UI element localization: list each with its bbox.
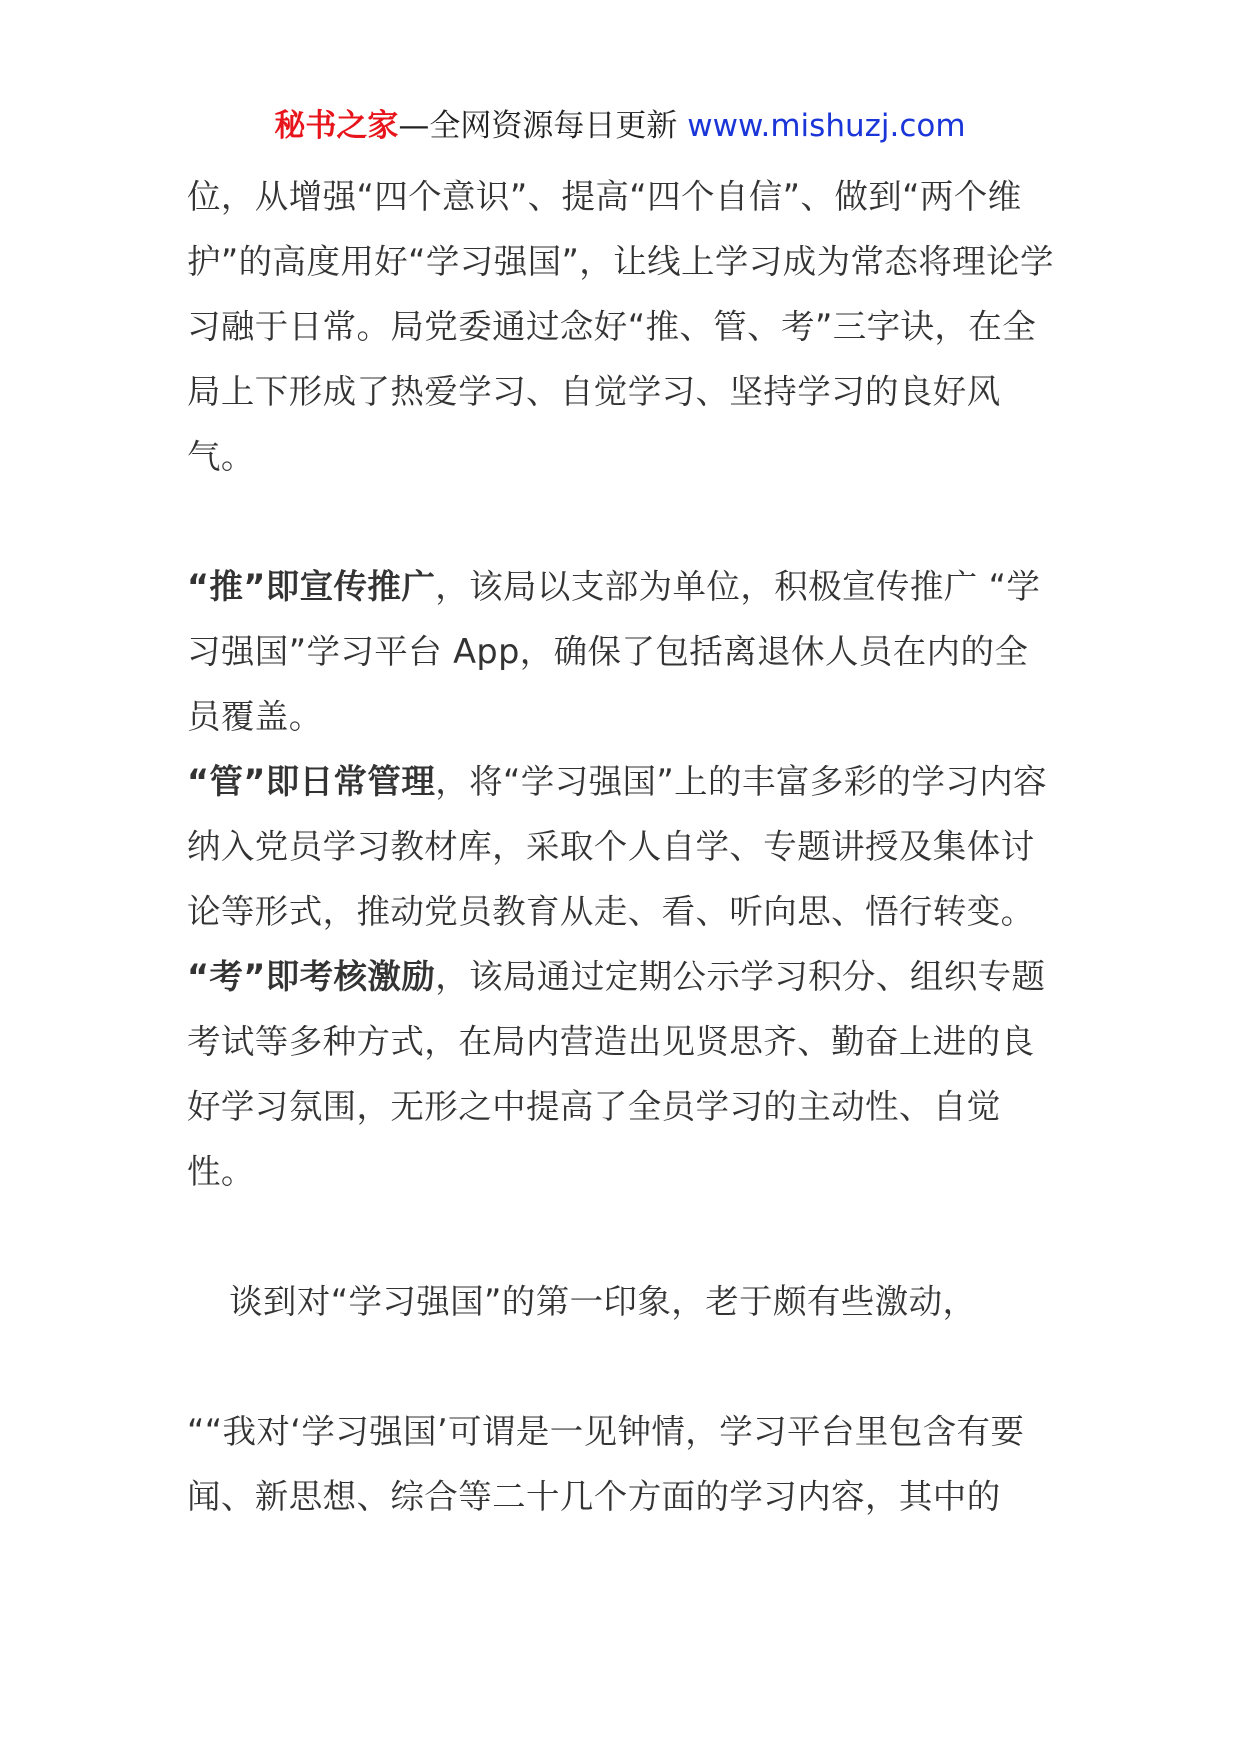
paragraph-promote-lead: “推”即宣传推广 xyxy=(187,567,436,606)
paragraph-manage xyxy=(187,749,1060,944)
site-tagline: —全网资源每日更新 xyxy=(398,108,678,144)
paragraph-promote-text: ，该局以支部为单位，积极宣传推广 “学习强国”学习平台 App，确保了包括离退休人员在内的全员覆盖。 xyxy=(187,567,1041,736)
paragraph-spacer xyxy=(187,1334,1060,1399)
paragraph-quote: ““我对‘学习强国’可谓是一见钟情，学习平台里包含有要闻、新思想、综合等二十几个方面的学习内容，其中的 xyxy=(187,1412,1025,1516)
paragraph-manage-text: ，将“学习强国”上的丰富多彩的学习内容纳入党员学习教材库，采取个人自学、专题讲授及集体讨论等形式，推动党员教育从走、看、听向思、悟行转变。 xyxy=(187,762,1048,931)
paragraph-intro: 位，从增强“四个意识”、提高“四个自信”、做到“两个维护”的高度用好“学习强国”，让线上学习成为常态将理论学习融于日常。局党委通过念好“推、管、考”三字诀，在全局上下形成了热爱学习、自觉学习、坚持学习的良好风气。 xyxy=(187,177,1054,476)
paragraph-assess-text: ，该局通过定期公示学习积分、组织专题考试等多种方式，在局内营造出见贤思齐、勤奋上进的良好学习氛围，无形之中提高了全员学习的主动性、自觉性。 xyxy=(187,957,1046,1191)
paragraph-manage-lead: “管”即日常管理 xyxy=(187,762,436,801)
paragraph-promote xyxy=(187,554,1060,749)
paragraph-assess xyxy=(187,944,1060,1204)
site-brand: 秘书之家 xyxy=(274,108,399,144)
paragraph-assess-lead: “考”即考核激励 xyxy=(187,957,436,996)
paragraph-spacer xyxy=(187,1204,1060,1269)
site-url-link[interactable]: www.mishuzj.com xyxy=(687,108,966,144)
paragraph-spacer xyxy=(187,489,1060,554)
document-body xyxy=(187,164,1060,1529)
paragraph-impression: 谈到对“学习强国”的第一印象，老于颇有些激动， xyxy=(229,1282,977,1321)
page-header xyxy=(0,104,1240,148)
